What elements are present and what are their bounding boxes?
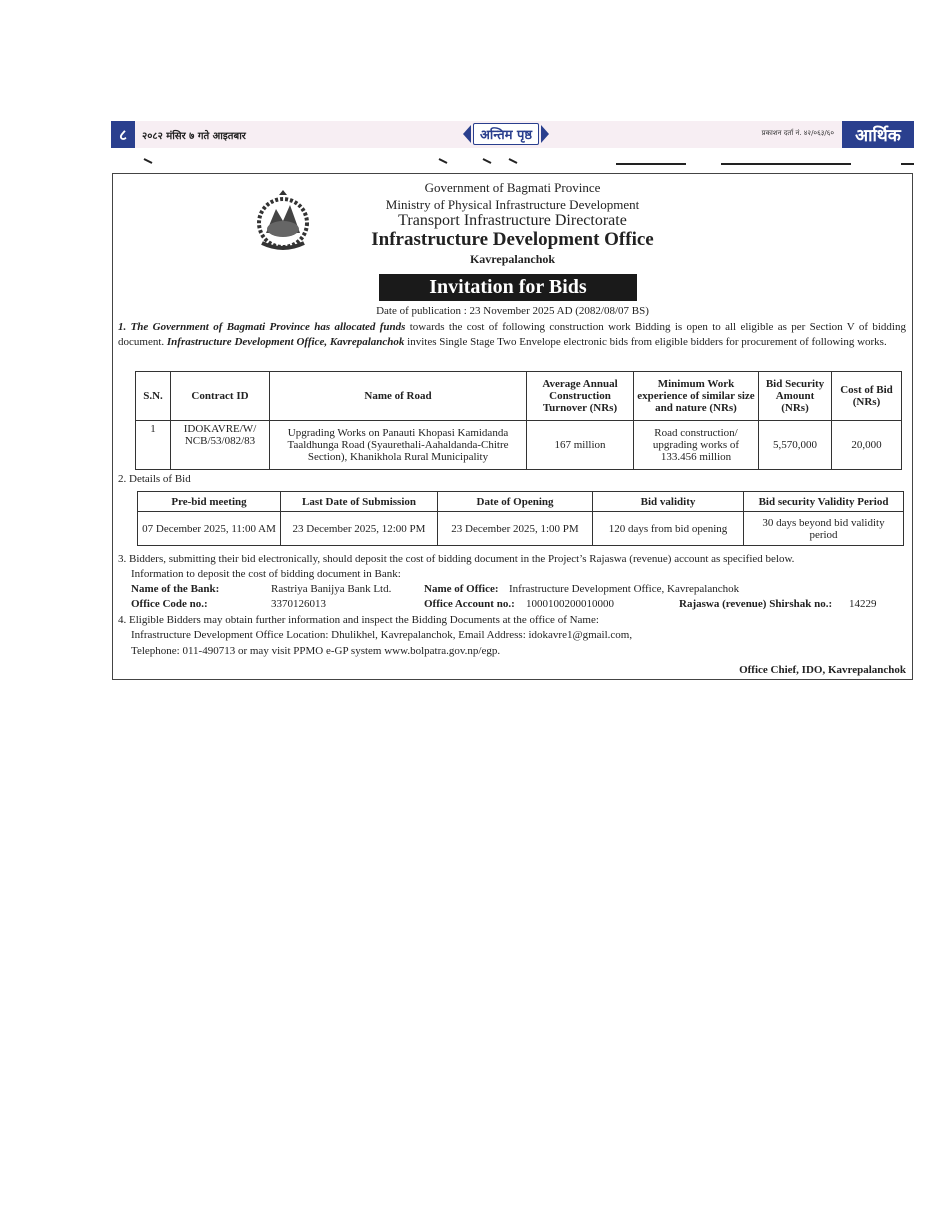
- details-header-row: [138, 492, 904, 512]
- account-label: Office Account no.:: [424, 598, 515, 610]
- works-table: [135, 371, 902, 470]
- header-line-ministry: Ministry of Physical Infrastructure Development: [385, 197, 640, 212]
- newspaper-masthead: [111, 121, 914, 148]
- office-label: Name of Office:: [424, 583, 499, 595]
- item4-line2: Infrastructure Development Office Location: Dhulikhel, Kavrepalanchok, Email Address: idokavre1@gmail.com,: [131, 629, 633, 641]
- header-line-directorate: Transport Infrastructure Directorate: [398, 212, 627, 229]
- arrow-right-icon: [541, 125, 549, 143]
- cell-opening: 23 December 2025, 1:00 PM: [438, 512, 593, 546]
- col-header-experience: Minimum Work experience of similar size and nature (NRs): [634, 372, 759, 421]
- cell-bid-security: 5,570,000: [759, 421, 832, 470]
- bid-notice: [112, 173, 913, 680]
- bank-value: Rastriya Banijya Bank Ltd.: [271, 583, 392, 595]
- publication-date: Date of publication : 23 November 2025 AD (2082/08/07 BS): [376, 305, 649, 317]
- registration-number: प्रकाशन दर्ता नं. ४२/०६३/६०: [761, 129, 834, 137]
- col-header-bid-security: Bid Security Amount (NRs): [759, 372, 832, 421]
- cell-cost: 20,000: [832, 421, 902, 470]
- col-header-prebid: Pre-bid meeting: [138, 492, 281, 512]
- col-header-road: Name of Road: [270, 372, 527, 421]
- arrow-left-icon: [463, 125, 471, 143]
- intro-paragraph: [118, 320, 906, 349]
- item3-line2: Information to deposit the cost of bidding document in Bank:: [131, 568, 401, 580]
- col-header-contract-id: Contract ID: [171, 372, 270, 421]
- bank-label: Name of the Bank:: [131, 583, 220, 595]
- brand-logo: आर्थिक: [842, 121, 914, 148]
- code-value: 3370126013: [271, 598, 326, 610]
- code-label: Office Code no.:: [131, 598, 208, 610]
- cell-turnover: 167 million: [527, 421, 634, 470]
- bid-details-table: [137, 491, 904, 546]
- cell-experience: Road construction/ upgrading works of 133.456 million: [634, 421, 759, 470]
- col-header-submission: Last Date of Submission: [281, 492, 438, 512]
- header-line-district: Kavrepalanchok: [469, 252, 556, 266]
- cell-security-validity: 30 days beyond bid validity period: [744, 512, 904, 546]
- cropped-text-line: [111, 155, 914, 167]
- shirshak-label: Rajaswa (revenue) Shirshak no.:: [679, 598, 833, 610]
- col-header-opening: Date of Opening: [438, 492, 593, 512]
- col-header-security-validity: Bid security Validity Period: [744, 492, 904, 512]
- item4-line1: 4. Eligible Bidders may obtain further information and inspect the Bidding Documents at the office of Name:: [118, 614, 599, 626]
- details-label: 2. Details of Bid: [118, 473, 191, 485]
- col-header-sn: S.N.: [136, 372, 171, 421]
- intro-office: Infrastructure Development Office, Kavrepalanchok: [166, 335, 405, 348]
- cell-validity: 120 days from bid opening: [593, 512, 744, 546]
- shirshak-value: 14229: [849, 598, 877, 610]
- cell-road: Upgrading Works on Panauti Khopasi Kamidanda Taaldhunga Road (Syaurethali-Aahaldanda-Chitre Section), Khanikhola Rural Municipality: [270, 421, 527, 470]
- header-line-office: Infrastructure Development Office: [371, 229, 654, 250]
- intro-text-1: towards the cost of following construction work Bidding is open to all eligible as per Section V of bidding document.: [118, 321, 906, 348]
- table-row: [138, 512, 904, 546]
- cell-prebid: 07 December 2025, 11:00 AM: [138, 512, 281, 546]
- intro-text-2: invites Single Stage Two Envelope electronic bids from eligible bidders for procurement of following works.: [404, 335, 887, 348]
- col-header-cost: Cost of Bid (NRs): [832, 372, 902, 421]
- intro-lead: 1. The Government of Bagmati Province has allocated funds: [118, 321, 406, 333]
- header-line-government: Government of Bagmati Province: [424, 180, 601, 195]
- account-value: 1000100200010000: [526, 598, 614, 610]
- table-row: [136, 421, 902, 470]
- col-header-validity: Bid validity: [593, 492, 744, 512]
- section-label: अन्तिम पृष्ठ: [473, 123, 539, 145]
- notice-title: Invitation for Bids: [379, 274, 637, 301]
- cell-sn: 1: [136, 421, 171, 470]
- item4-line3: Telephone: 011-490713 or may visit PPMO e-GP system www.bolpatra.gov.np/egp.: [131, 645, 501, 657]
- office-value: Infrastructure Development Office, Kavrepalanchok: [509, 583, 740, 595]
- works-table-header-row: [136, 372, 902, 421]
- masthead-date: २०८२ मंसिर ७ गते आइतबार: [142, 130, 246, 142]
- page-number: ८: [111, 121, 135, 148]
- cell-contract-id: IDOKAVRE/W/ NCB/53/082/83: [171, 421, 270, 470]
- signoff: Office Chief, IDO, Kavrepalanchok: [739, 664, 906, 676]
- cell-submission: 23 December 2025, 12:00 PM: [281, 512, 438, 546]
- col-header-turnover: Average Annual Construction Turnover (NRs): [527, 372, 634, 421]
- item3-line1: 3. Bidders, submitting their bid electronically, should deposit the cost of bidding document in the Project’s Rajaswa (revenue) account as specified below.: [118, 553, 795, 565]
- section-tag: [463, 122, 549, 146]
